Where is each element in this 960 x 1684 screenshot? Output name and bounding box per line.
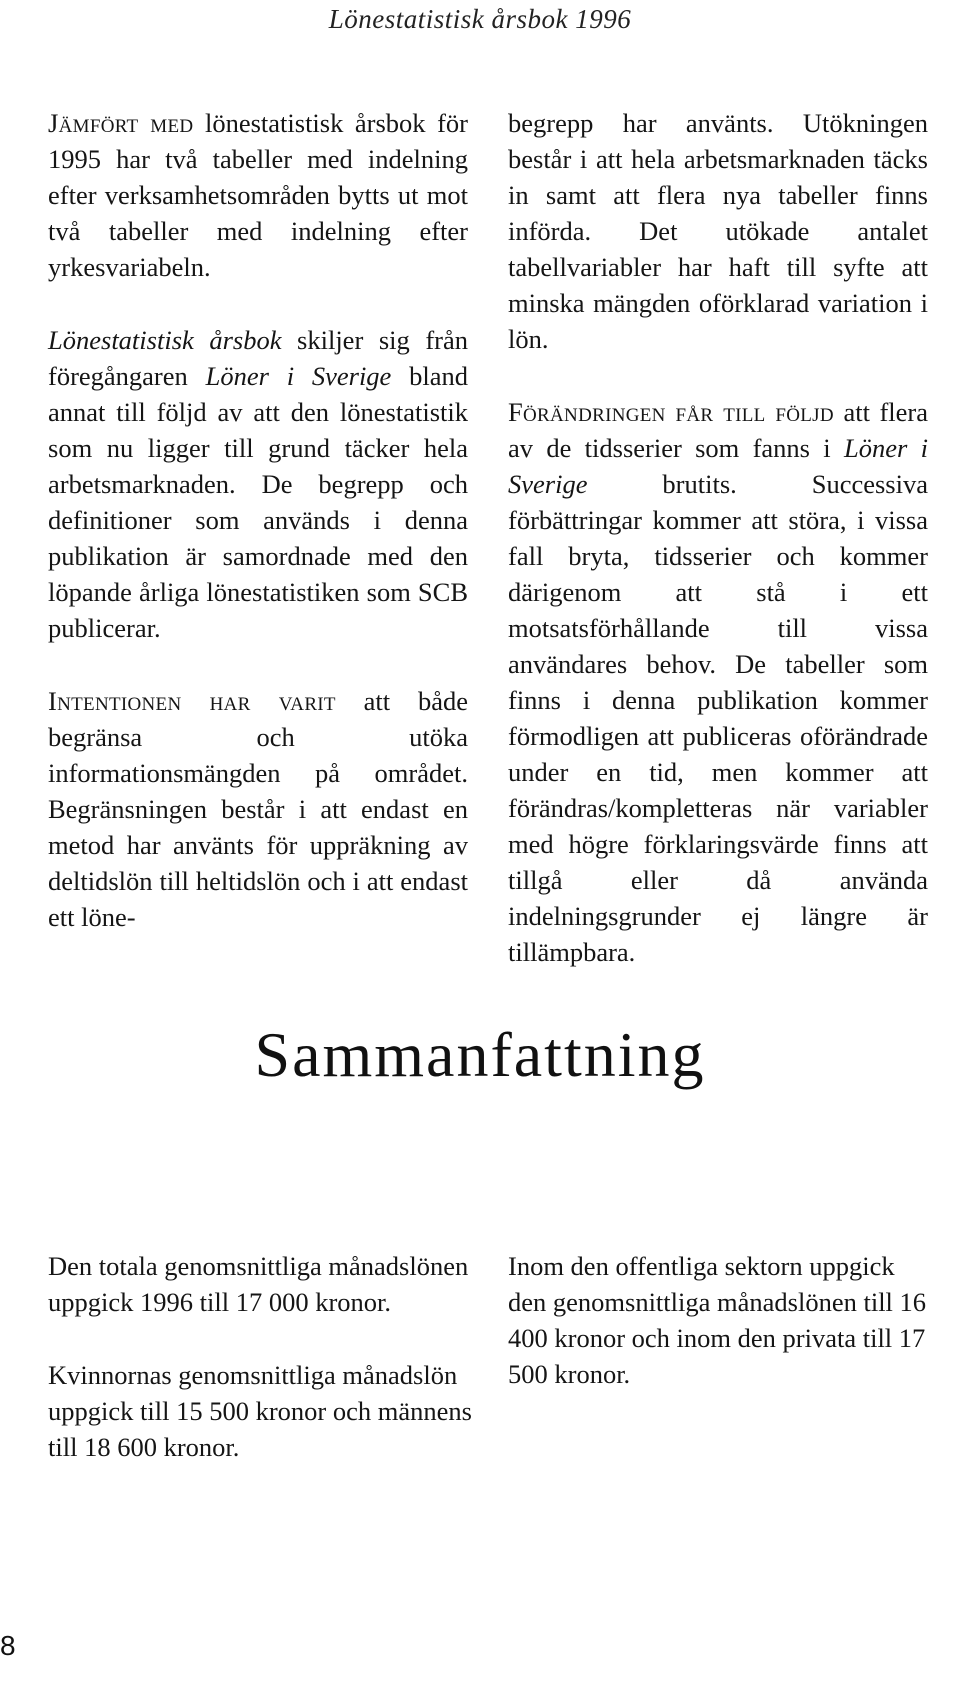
summary-column-left	[48, 1248, 478, 1465]
paragraph	[48, 105, 468, 285]
paragraph-text: bland annat till följd av att den lönestatistik som nu ligger till grund täcker hela arbetsmarknaden. De begrepp och definitioner som används i denna publikation är samordnade med den löpande årliga lönestatistiken som SCB publicerar.	[48, 361, 469, 643]
paragraph	[48, 683, 468, 935]
paragraph-text: skiljer sig från föregångaren	[48, 325, 468, 391]
paragraph-text: brutits. Successiva förbättringar kommer att störa, i vissa fall bryta, tidsserier och kommer därigenom att stå i ett motsatsförhållande till vissa användares behov. De tabeller som finns i denna publikation kommer förmodligen att publiceras oförändrade under en tid, men kommer att förändras/kompletteras när variabler med högre förklaringsvärde finns att tillgå eller då använda indelningsgrunder ej längre är tillämpbara.	[508, 469, 928, 967]
lead-in-caps: Förändringen får till följd	[508, 397, 834, 427]
publication-title: Löner i Sverige	[205, 361, 392, 391]
summary-column-right	[508, 1248, 928, 1392]
section-heading: Sammanfattning	[254, 1019, 706, 1090]
intro-column-right	[508, 105, 928, 970]
page-number: 8	[0, 1630, 16, 1661]
summary-paragraph: Kvinnornas genomsnittliga månadslön uppgick till 15 500 kronor och männens till 18 600 kronor.	[48, 1360, 472, 1462]
summary-paragraph: Den totala genomsnittliga månadslönen uppgick 1996 till 17 000 kronor.	[48, 1251, 469, 1317]
publication-title: Lönestatistisk årsbok	[48, 325, 282, 355]
paragraph-text: lönestatistisk årsbok för 1995 har två tabeller med indelning efter verksamhetsområden bytts ut mot två tabeller med indelning efter yrkesvariabeln.	[48, 108, 468, 282]
paragraph-text: att både begränsa och utöka informationsmängden på området. Begränsningen består i att endast en metod har använts för uppräkning av deltidslön till heltidslön och i att endast ett löne-	[48, 686, 468, 932]
lead-in-caps: Jämfört med	[48, 108, 194, 138]
lead-in-caps: Intentionen har varit	[48, 686, 336, 716]
paragraph	[48, 322, 468, 646]
paragraph-text: begrepp har använts. Utökningen består i att hela arbetsmarknaden täcks in samt att flera nya tabeller finns införda. Det utökade antalet tabellvariabler har haft till syfte att minska mängden oförklarad variation i lön.	[508, 108, 928, 354]
running-header: Lönestatistisk årsbok 1996	[328, 4, 632, 34]
publication-title: Löner i Sverige	[508, 433, 928, 499]
paragraph-text: att flera av de tidsserier som fanns i	[508, 397, 929, 463]
paragraph	[508, 394, 928, 970]
intro-column-left	[48, 105, 468, 935]
summary-paragraph: Inom den offentliga sektorn uppgick den genomsnittliga månadslönen till 16 400 kronor och inom den privata till 17 500 kronor.	[508, 1251, 927, 1389]
paragraph	[508, 105, 928, 357]
